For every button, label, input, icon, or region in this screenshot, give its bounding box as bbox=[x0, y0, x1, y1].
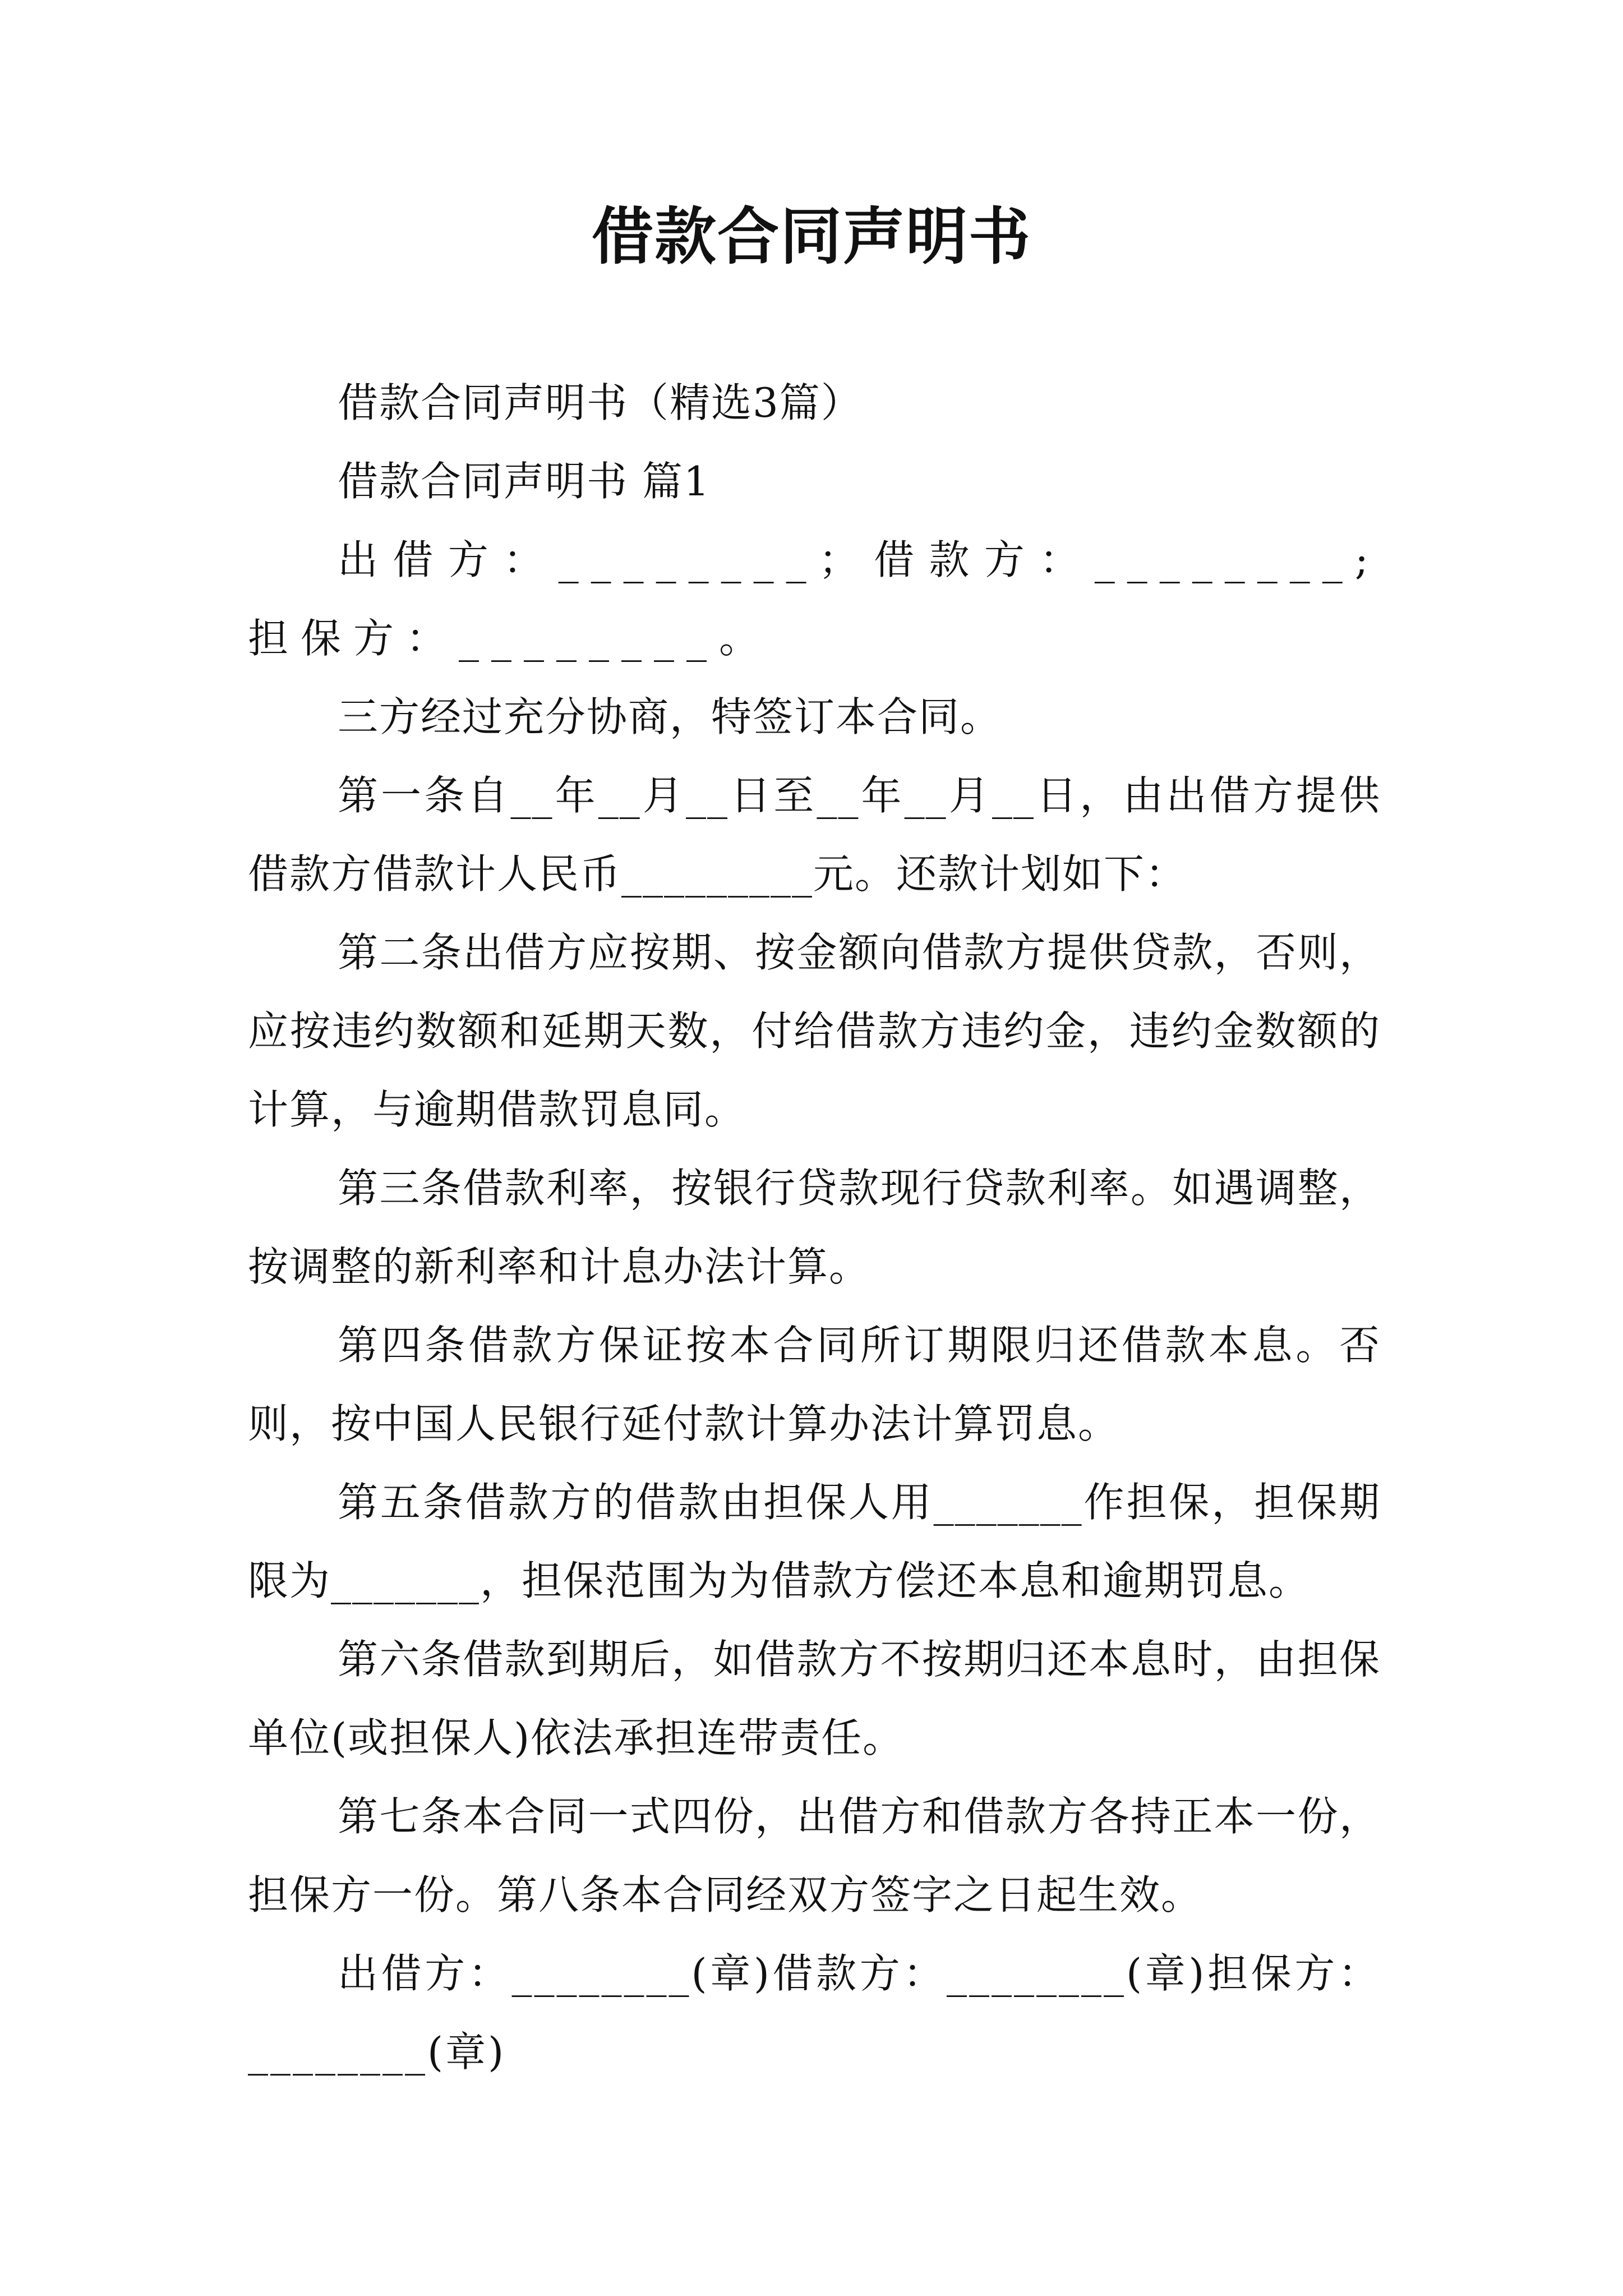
paragraph-article-2: 第二条出借方应按期、按金额向借款方提供贷款，否则，应按违约数额和延期天数，付给借款方违约金，违约金数额的计算，与逾期借款罚息同。 bbox=[248, 929, 1381, 1133]
paragraph-subtitle: 借款合同声明书（精选3篇） bbox=[338, 379, 863, 426]
paragraph-article-6: 第六条借款到期后，如借款方不按期归还本息时，由担保单位(或担保人)依法承担连带责任。 bbox=[248, 1636, 1381, 1761]
paragraph-article-3: 第三条借款利率，按银行贷款现行贷款利率。如遇调整，按调整的新利率和计息办法计算。 bbox=[248, 1165, 1381, 1290]
document-body bbox=[248, 364, 1381, 2091]
paragraph-article-7-8: 第七条本合同一式四份，出借方和借款方各持正本一份，担保方一份。第八条本合同经双方签字之日起生效。 bbox=[248, 1793, 1381, 1918]
paragraph-article-4: 第四条借款方保证按本合同所订期限归还借款本息。否则，按中国人民银行延付款计算办法计算罚息。 bbox=[248, 1322, 1381, 1447]
paragraph-parties: 出借方：________；借款方：________;担保方：________。 bbox=[248, 536, 1381, 662]
paragraph-article-5: 第五条借款方的借款由担保人用_______作担保，担保期限为_______，担保范围为为借款方偿还本息和逾期罚息。 bbox=[248, 1479, 1381, 1604]
document-title: 借款合同声明书 bbox=[592, 200, 1031, 273]
paragraph-section-heading: 借款合同声明书 篇1 bbox=[338, 458, 711, 505]
paragraph-article-1: 第一条自__年__月__日至__年__月__日，由出借方提供借款方借款计人民币_________元。还款计划如下： bbox=[248, 772, 1381, 898]
paragraph-agreement: 三方经过充分协商，特签订本合同。 bbox=[338, 693, 1002, 740]
paragraph-signatures: 出借方：________(章)借款方：________(章)担保方：________(章) bbox=[248, 1950, 1381, 2076]
